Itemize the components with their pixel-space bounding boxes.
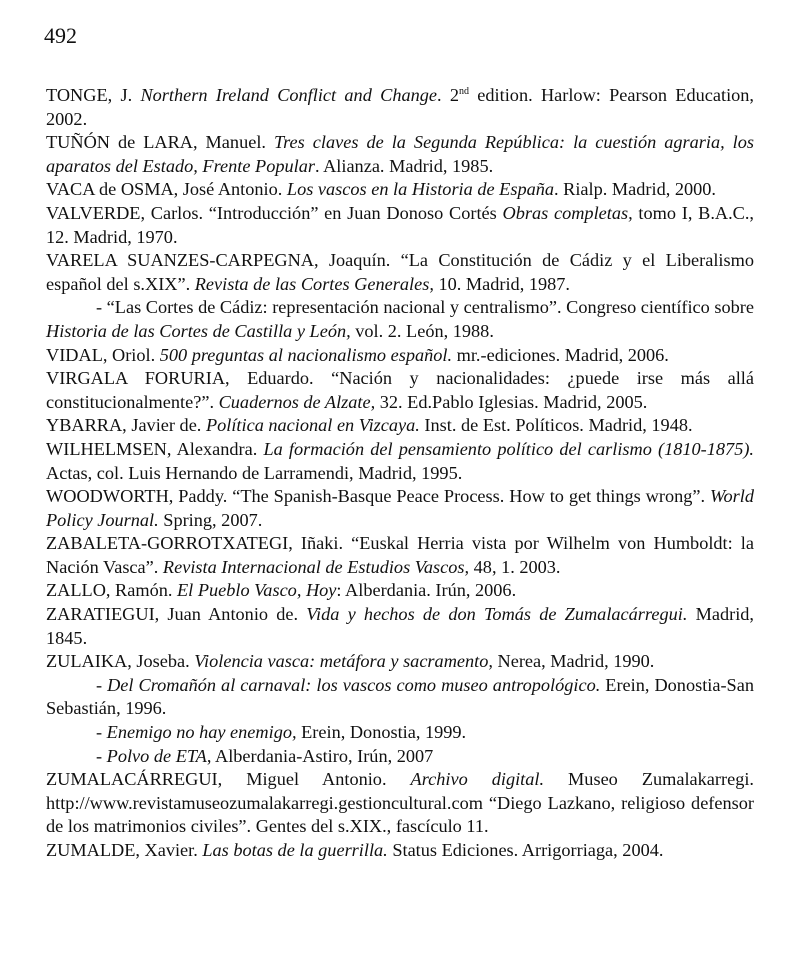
entry-title: El Pueblo Vasco, Hoy	[177, 580, 337, 601]
entry-text: Erein, Donostia, 1999.	[296, 722, 467, 743]
entry-text: Nerea, Madrid, 1990.	[492, 651, 655, 672]
bibliography-entry	[46, 131, 754, 178]
entry-title: 500 preguntas al nacionalismo español.	[159, 344, 453, 365]
entry-title: Tres claves de la Segunda República: la cuestión agraria, los aparatos del Estado, Frente Popular	[46, 132, 754, 176]
entry-text: - “Las Cortes de Cádiz: representación nacional y centralismo”. Congreso científico sobre	[96, 297, 754, 318]
entry-title: Las botas de la guerrilla.	[202, 840, 388, 860]
bibliography-entry	[46, 721, 754, 745]
bibliography-entry	[46, 745, 754, 769]
entry-text: , Alberdania-Astiro, Irún, 2007	[206, 745, 434, 766]
bibliography-entry	[46, 438, 754, 485]
bibliography-entry	[46, 579, 754, 603]
entry-text: Museo Zumalakarregi. http://www.revistamuseozumalakarregi.gestioncultural.com “Diego Lazkano, religioso defensor de los matrimonios civiles”. Gentes del s.XIX., fascículo 11.	[46, 769, 754, 837]
entry-text: Madrid, 1845.	[46, 604, 754, 648]
entry-title: Vida y hechos de don Tomás de Zumalacárregui.	[306, 604, 688, 625]
entry-text: WOODWORTH, Paddy. “The Spanish-Basque Peace Process. How to get things wrong”.	[46, 486, 710, 507]
entry-text: Erein, Donostia-San Sebastián, 1996.	[46, 674, 754, 719]
entry-text: tomo I, B.A.C., 12. Madrid, 1970.	[46, 202, 754, 247]
entry-text: vol. 2. León, 1988.	[350, 320, 494, 341]
entry-text: -	[96, 674, 108, 695]
entry-text: TONGE, J.	[46, 85, 141, 105]
entry-text: . 2	[437, 85, 460, 105]
bibliography-entry	[46, 296, 754, 343]
entry-title: Northern Ireland Conflict and Change	[140, 85, 437, 105]
entry-text: . Alianza. Madrid, 1985.	[314, 155, 494, 176]
entry-text: 10. Madrid, 1987.	[433, 273, 570, 294]
entry-text: edition. Harlow: Pearson Education, 2002.	[46, 85, 754, 129]
entry-text: WILHELMSEN, Alexandra.	[46, 438, 264, 459]
entry-title: World Policy Journal.	[46, 486, 754, 530]
entry-title: Revista Internacional de Estudios Vascos,	[162, 556, 470, 577]
entry-text: . Rialp. Madrid, 2000.	[554, 179, 716, 200]
bibliography-entry	[46, 178, 754, 202]
entry-title: Política nacional en Vizcaya.	[205, 415, 420, 436]
entry-text: : Alberdania. Irún, 2006.	[336, 580, 517, 601]
entry-title: Enemigo no hay enemigo,	[106, 722, 297, 743]
entry-text: 48, 1. 2003.	[469, 556, 561, 577]
bibliography-entry	[46, 414, 754, 438]
entry-text: TUÑÓN de LARA, Manuel.	[46, 132, 274, 153]
bibliography-entry	[46, 202, 754, 249]
entry-title: Historia de las Cortes de Castilla y León,	[46, 320, 351, 341]
entry-title: Cuadernos de Alzate,	[218, 391, 376, 412]
entry-text: YBARRA, Javier de.	[46, 415, 206, 436]
entry-title: Violencia vasca: metáfora y sacramento,	[194, 651, 493, 672]
entry-text: VIRGALA FORURIA, Eduardo. “Nación y nacionalidades: ¿puede irse más allá constitucionalmente?”.	[46, 368, 754, 412]
bibliography-entry	[46, 650, 754, 674]
entry-title: Archivo digital.	[410, 769, 545, 790]
bibliography-entry	[46, 344, 754, 368]
entry-text: Inst. de Est. Políticos. Madrid, 1948.	[419, 415, 693, 436]
bibliography-entry	[46, 768, 754, 839]
entry-text: Actas, col. Luis Hernando de Larramendi, Madrid, 1995.	[46, 462, 463, 483]
entry-title: Obras completas,	[502, 202, 633, 223]
entry-text: ZUMALDE, Xavier.	[46, 840, 203, 860]
entry-text: VALVERDE, Carlos. “Introducción” en Juan Donoso Cortés	[46, 202, 503, 223]
entry-text: ZALLO, Ramón.	[46, 580, 177, 601]
entry-text: 32. Ed.Pablo Iglesias. Madrid, 2005.	[375, 391, 648, 412]
entry-text: -	[96, 722, 107, 743]
bibliography-entry	[46, 839, 754, 863]
entry-text: ZARATIEGUI, Juan Antonio de.	[46, 604, 307, 625]
entry-title: Los vascos en la Historia de España	[286, 179, 555, 200]
bibliography-entry	[46, 532, 754, 579]
bibliography-entry	[46, 84, 754, 131]
entry-text: VARELA SUANZES-CARPEGNA, Joaquín. “La Constitución de Cádiz y el Liberalismo español del s.XIX”.	[46, 250, 754, 294]
bibliography-list	[46, 84, 754, 863]
entry-text: VACA de OSMA, José Antonio.	[46, 179, 287, 200]
entry-text: -	[96, 745, 107, 766]
bibliography-entry	[46, 485, 754, 532]
entry-text: ZUMALACÁRREGUI, Miguel Antonio.	[46, 769, 411, 790]
bibliography-entry	[46, 603, 754, 650]
bibliography-entry	[46, 674, 754, 721]
entry-text: VIDAL, Oriol.	[46, 344, 160, 365]
entry-text: ZULAIKA, Joseba.	[46, 651, 195, 672]
entry-title: La formación del pensamiento político del carlismo (1810-1875).	[263, 438, 754, 459]
page-number: 492	[44, 23, 77, 48]
entry-title: Revista de las Cortes Generales,	[194, 273, 434, 294]
entry-title: Polvo de ETA	[106, 745, 207, 766]
entry-title: Del Cromañón al carnaval: los vascos como museo antropológico.	[107, 674, 601, 695]
bibliography-entry	[46, 249, 754, 296]
entry-text: ZABALETA-GORROTXATEGI, Iñaki. “Euskal Herria vista por Wilhelm von Humboldt: la Nación Vasca”.	[46, 533, 754, 577]
entry-text: Status Ediciones. Arrigorriaga, 2004.	[387, 840, 664, 860]
superscript: nd	[459, 86, 470, 97]
bibliography-entry	[46, 367, 754, 414]
entry-text: Spring, 2007.	[158, 509, 263, 530]
entry-text: mr.-ediciones. Madrid, 2006.	[452, 344, 669, 365]
